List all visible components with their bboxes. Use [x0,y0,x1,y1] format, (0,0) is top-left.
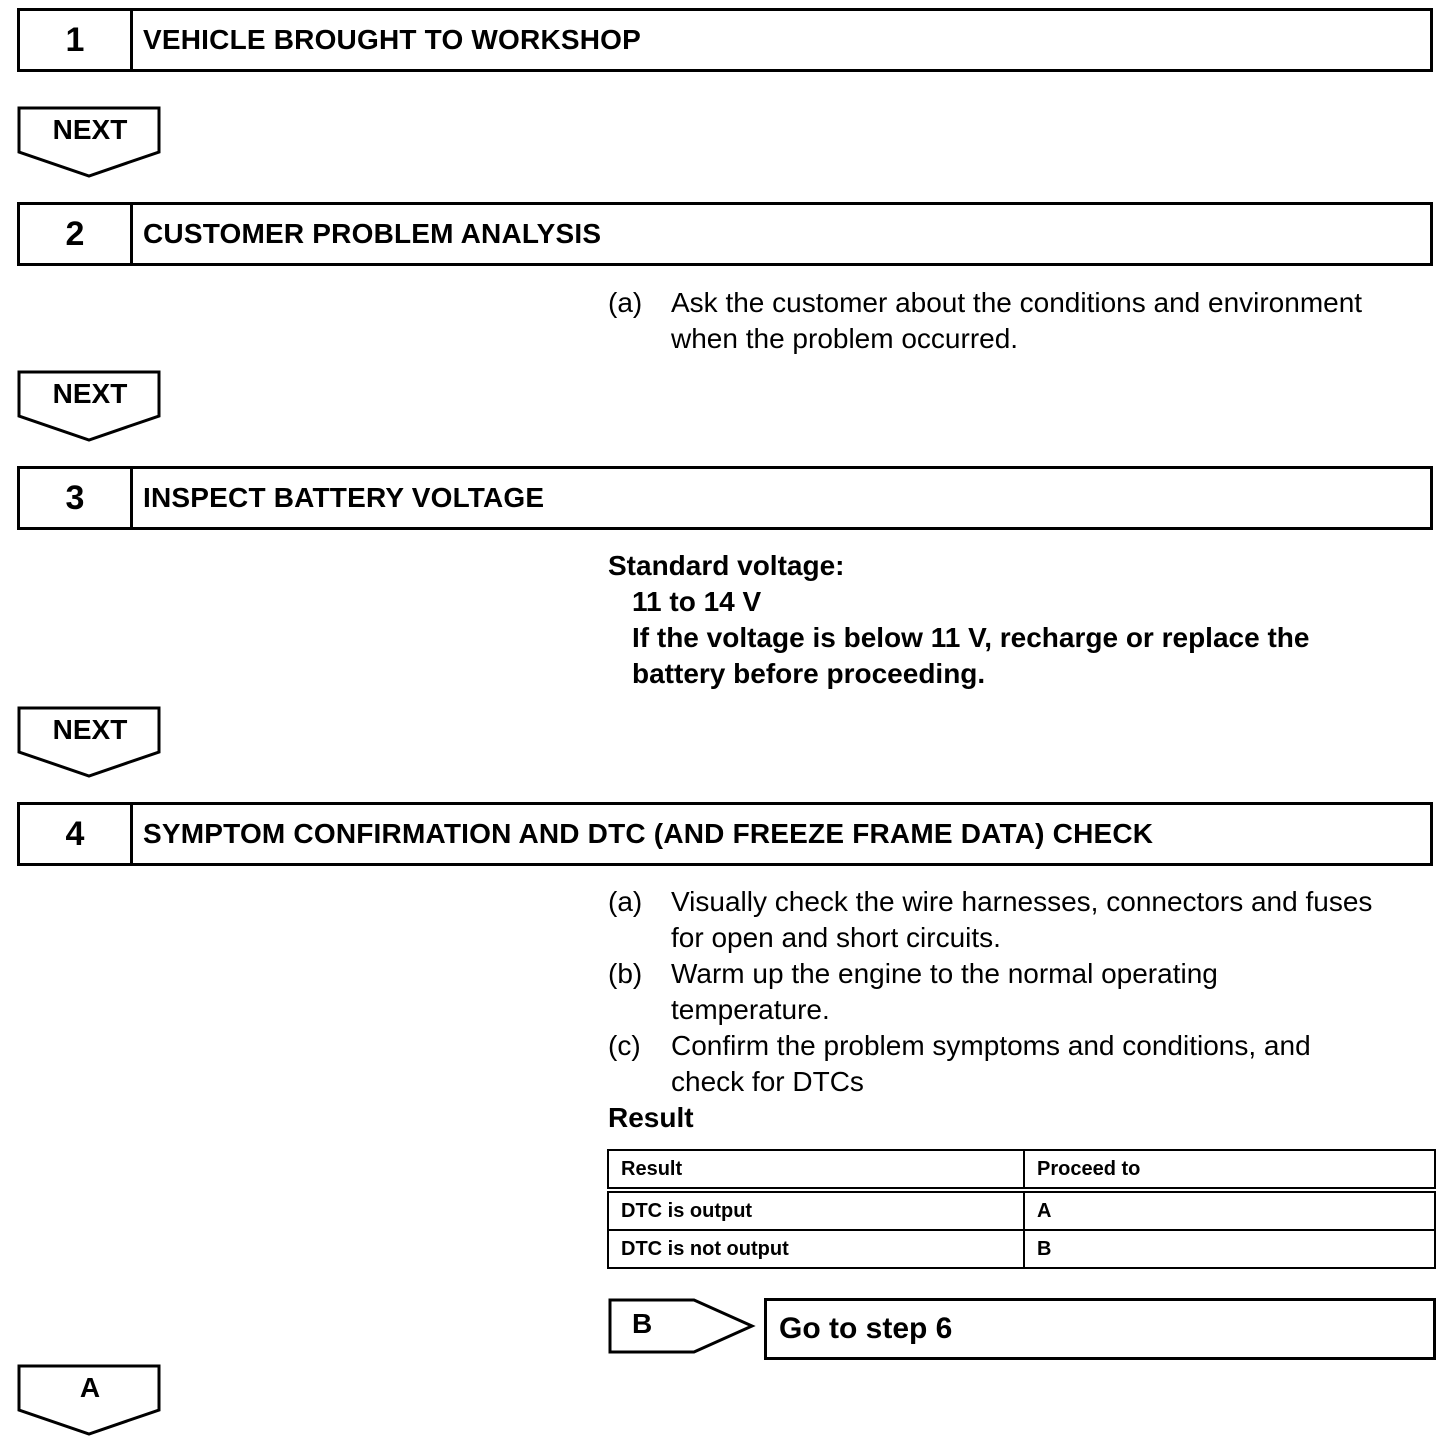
step-number: 2 [20,205,133,263]
step-number: 4 [20,805,133,863]
instruction-item: (c) Confirm the problem symptoms and conditions, and check for DTCs [608,1030,1311,1097]
goto-step-box: Go to step 6 [764,1298,1436,1360]
next-label: NEXT [52,714,128,745]
table-row: DTC is output A [608,1190,1435,1230]
step-title: CUSTOMER PROBLEM ANALYSIS [143,218,602,249]
step-1-header [17,8,1433,72]
result-table [607,1149,1436,1269]
step-title: SYMPTOM CONFIRMATION AND DTC (AND FREEZE FRAME DATA) CHECK [143,818,1154,849]
branch-a-arrow [17,1364,163,1438]
step-title: INSPECT BATTERY VOLTAGE [143,482,545,513]
instruction-item: (a) Ask the customer about the conditions and environment when the problem occurred. [608,287,1363,354]
table-row: DTC is not output B [608,1230,1435,1268]
spec-note: If the voltage is below 11 V, recharge or replace the battery before proceeding. [632,622,1310,689]
next-arrow-1 [17,106,163,180]
standard-voltage-spec [608,548,1309,692]
next-arrow-2 [17,370,163,444]
step-4-instructions [608,884,1372,1136]
right-arrow-box-icon [608,1298,756,1356]
branch-label: A [79,1372,101,1403]
step-title: VEHICLE BROUGHT TO WORKSHOP [143,24,642,55]
instruction-item: (a) Visually check the wire harnesses, connectors and fuses for open and short circuits. [608,886,1373,953]
step-3-header [17,466,1433,530]
instruction-item: (b) Warm up the engine to the normal operating temperature. [608,958,1218,1025]
next-label: NEXT [52,114,128,145]
step-number: 1 [20,11,133,69]
step-number: 3 [20,469,133,527]
step-4-header [17,802,1433,866]
spec-heading: Standard voltage: [608,550,845,581]
step-2-header [17,202,1433,266]
branch-label: B [632,1308,653,1339]
table-header-row: Result Proceed to [608,1150,1435,1190]
next-arrow-3 [17,706,163,780]
spec-value: 11 to 14 V [632,586,762,617]
next-label: NEXT [52,378,128,409]
branch-b-arrow [608,1298,756,1356]
step-2-instructions [608,285,1362,357]
result-heading: Result [608,1102,694,1133]
